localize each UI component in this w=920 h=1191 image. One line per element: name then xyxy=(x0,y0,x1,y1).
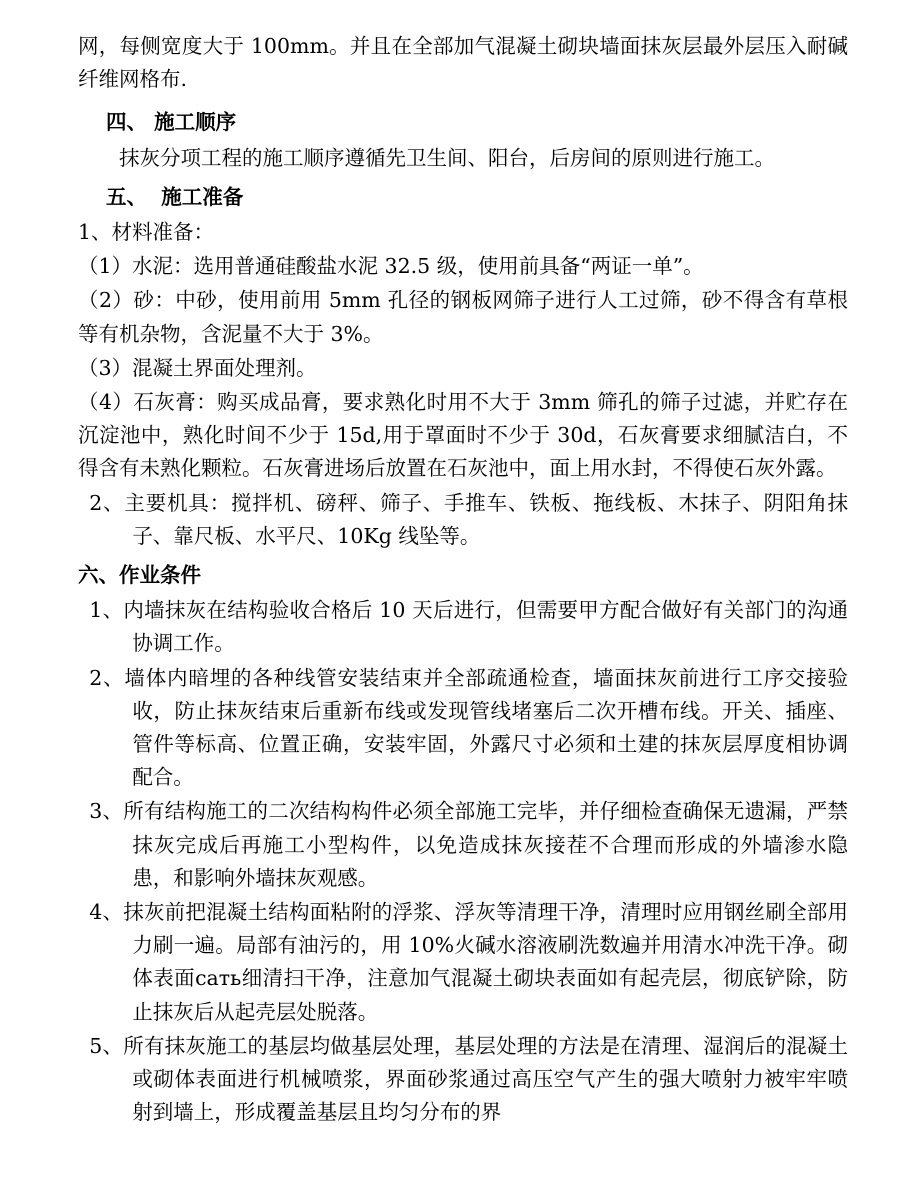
list-item-main-machinery: 2、主要机具：搅拌机、磅秤、筛子、手推车、铁板、拖线板、木抹子、阴阳角抹子、靠尺板、水平尺、10Kg 线坠等。 xyxy=(89,490,848,548)
list-item-condition-1: 1、内墙抹灰在结构验收合格后 10 天后进行，但需要甲方配合做好有关部门的沟通协调工作。 xyxy=(89,598,848,656)
list-item-condition-5: 5、所有抹灰施工的基层均做基层处理，基层处理的方法是在清理、湿润后的混凝土或砌体表面进行机械喷浆，界面砂浆通过高压空气产生的强大喷射力被牢牢喷射到墙上，形成覆盖基层且均匀分布的界 xyxy=(89,1033,848,1125)
paragraph-sequence-principle: 抹灰分项工程的施工顺序遵循先卫生间、阳台，后房间的原则进行施工。 xyxy=(119,145,775,170)
paragraph-continued-mesh: 网，每侧宽度大于 100mm。并且在全部加气混凝土砌块墙面抹灰层最外层压入耐碱纤维网格布. xyxy=(78,34,848,92)
heading-working-conditions: 六、作业条件 xyxy=(78,563,201,588)
list-item-condition-3: 3、所有结构施工的二次结构构件必须全部施工完毕，并仔细检查确保无遗漏，严禁抹灰完成后再施工小型构件，以免造成抹灰接茬不合理而形成的外墙渗水隐患，和影响外墙抹灰观感。 xyxy=(89,799,848,890)
list-item-lime-paste: （4）石灰膏：购买成品膏，要求熟化时用不大于 3mm 筛孔的筛子过滤，并贮存在沉淀池中，熟化时间不少于 15d,用于罩面时不少于 30d，石灰膏要求细腻洁白，不得含有未熟化颗粒。石灰膏进场后放置在石灰池中，面上用水封，不得使石灰外露。 xyxy=(78,390,848,481)
document-body xyxy=(78,30,848,1130)
list-item-condition-4: 4、抹灰前把混凝土结构面粘附的浮浆、浮灰等清理干净，清理时应用钢丝刷全部用力刷一遍。局部有油污的，用 10%火碱水溶液刷洗数遍并用清水冲洗干净。砌体表面сать细清扫干净，注意加气混凝土砌块表面如有起壳层，彻底铲除，防止抹灰后从起壳层处脱落。 xyxy=(89,900,848,1024)
list-item-cement: （1）水泥：选用普通硅酸盐水泥 32.5 级，使用前具备“两证一单”。 xyxy=(78,254,704,279)
list-item-sand: （2）砂：中砂，使用前用 5mm 孔径的钢板网筛子进行人工过筛，砂不得含有草根等有机杂物，含泥量不大于 3%。 xyxy=(78,288,848,346)
list-item-concrete-interface-agent: （3）混凝土界面处理剂。 xyxy=(78,355,317,380)
list-item-material-preparation: 1、材料准备： xyxy=(78,220,215,245)
heading-construction-preparation: 五、 施工准备 xyxy=(106,184,244,209)
list-item-condition-2: 2、墙体内暗埋的各种线管安装结束并全部疏通检查，墙面抹灰前进行工序交接验收，防止抹灰结束后重新布线或发现管线堵塞后二次开槽布线。开关、插座、管件等标高、位置正确，安装牢固，外露尺寸必须和土建的抹灰层厚度相协调配合。 xyxy=(89,665,848,790)
heading-construction-sequence: 四、 施工顺序 xyxy=(106,110,237,135)
